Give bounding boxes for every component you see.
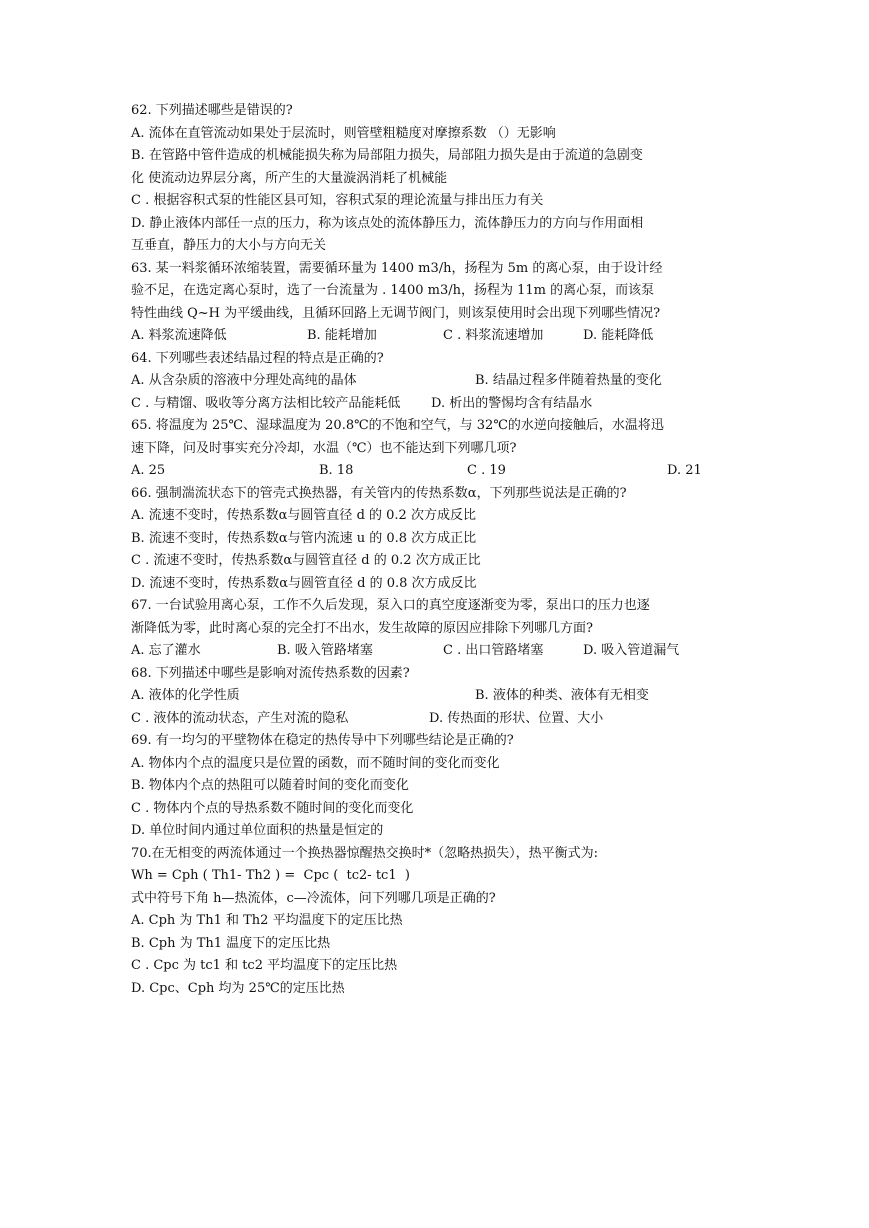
option-a: A. 料浆流速降低 — [131, 328, 227, 343]
question-stem: 69. 有一均匀的平壁物体在稳定的热传导中下列哪些结论是正确的? — [131, 733, 514, 748]
option-d: D. Cpc、Cph 均为 25℃的定压比热 — [131, 980, 345, 996]
option-b-cont: 化 使流动边界层分离，所产生的大量漩涡消耗了机械能 — [131, 170, 448, 186]
option-a: A. 忘了灌水 — [131, 643, 201, 658]
option-d: D. 传热面的形状、位置、大小 — [429, 710, 604, 726]
question-65 — [131, 415, 741, 483]
question-stem: 63. 某一料浆循环浓缩装置，需要循环量为 1400 m3/h，扬程为 5m 的离心泵，由于设计经 — [131, 260, 663, 276]
options-row — [131, 393, 741, 416]
question-62 — [131, 100, 741, 258]
option-a: A. 25 — [131, 463, 166, 478]
option-a: A. 流速不变时，传热系数α与圆管直径 d 的 0.2 次方成反比 — [131, 508, 476, 523]
option-d: D. 静止液体内部任一点的压力，称为该点处的流体静压力，流体静压力的方向与作用面相 — [131, 215, 644, 231]
option-c: C . 液体的流动状态，产生对流的隐私 — [131, 710, 349, 726]
question-stem-cont: 渐降低为零，此时离心泵的完全打不出水，发生故障的原因应排除下列哪几方面? — [131, 620, 593, 636]
option-c: C . 根据容积式泵的性能区县可知，容积式泵的理论流量与排出压力有关 — [131, 193, 544, 208]
option-b: B. 物体内个点的热阻可以随着时间的变化而变化 — [131, 778, 409, 793]
option-c: C . 与精馏、吸收等分离方法相比较产品能耗低 — [131, 395, 401, 411]
option-a: A. 物体内个点的温度只是位置的函数，而不随时间的变化而变化 — [131, 755, 500, 771]
question-stem-cont: 式中符号下角 h—热流体，c—冷流体，问下列哪几项是正确的? — [131, 890, 496, 906]
options-row — [131, 370, 741, 393]
option-a: A. 液体的化学性质 — [131, 688, 240, 703]
question-stem-cont: 速下降，问及时事实充分冷却，水温（℃）也不能达到下列哪几项? — [131, 440, 517, 456]
option-d: D. 流速不变时，传热系数α与圆管直径 d 的 0.8 次方成反比 — [131, 575, 477, 591]
question-stem: 64. 下列哪些表述结晶过程的特点是正确的? — [131, 350, 384, 366]
question-64 — [131, 348, 741, 416]
option-a: A. 从含杂质的溶液中分理处高纯的晶体 — [131, 373, 357, 388]
option-c: C . 物体内个点的导热系数不随时间的变化而变化 — [131, 800, 414, 816]
option-b: B. 18 — [319, 463, 354, 478]
question-67 — [131, 595, 741, 663]
option-b: B. 能耗增加 — [307, 328, 377, 343]
options-row — [131, 685, 741, 708]
option-b: B. 液体的种类、液体有无相变 — [475, 688, 649, 703]
option-c: C . 出口管路堵塞 — [443, 643, 544, 658]
option-d: D. 吸入管道漏气 — [583, 643, 680, 658]
question-stem: 70.在无相变的两流体通过一个换热器惊醒热交换时*（忽略热损失），热平衡式为: — [131, 845, 599, 861]
option-b: B. 结晶过程多伴随着热量的变化 — [475, 373, 662, 388]
options-row — [131, 708, 741, 731]
question-63 — [131, 258, 741, 348]
option-d: D. 21 — [667, 463, 702, 478]
document-page — [131, 100, 741, 1000]
question-66 — [131, 483, 741, 596]
options-row — [131, 460, 741, 483]
option-d: D. 析出的警惕均含有结晶水 — [431, 395, 593, 411]
question-69 — [131, 730, 741, 843]
question-70 — [131, 843, 741, 1001]
option-b: B. Cph 为 Th1 温度下的定压比热 — [131, 935, 331, 951]
option-c: C . 料浆流速增加 — [443, 328, 544, 343]
heat-balance-equation: Wh = Cph ( Th1- Th2 ) = Cpc ( tc2- tc1 ) — [131, 868, 410, 883]
option-c: C . Cpc 为 tc1 和 tc2 平均温度下的定压比热 — [131, 958, 398, 973]
question-stem-cont: 特性曲线 Q~H 为平缓曲线，且循环回路上无调节阀门，则该泵使用时会出现下列哪些情况? — [131, 305, 661, 321]
option-d: D. 单位时间内通过单位面积的热量是恒定的 — [131, 823, 384, 838]
question-68 — [131, 663, 741, 731]
question-stem: 66. 强制湍流状态下的管壳式换热器，有关管内的传热系数α，下列那些说法是正确的? — [131, 485, 627, 501]
option-a: A. 流体在直管流动如果处于层流时，则管壁粗糙度对摩擦系数 （）无影响 — [131, 125, 556, 141]
question-stem: 62. 下列描述哪些是错误的? — [131, 103, 293, 118]
question-stem: 68. 下列描述中哪些是影响对流传热系数的因素? — [131, 665, 410, 681]
question-stem: 65. 将温度为 25℃、湿球温度为 20.8℃的不饱和空气，与 32℃的水逆向接触后，水温将迅 — [131, 418, 664, 433]
options-row — [131, 325, 741, 348]
option-b: B. 流速不变时，传热系数α与管内流速 u 的 0.8 次方成正比 — [131, 530, 477, 546]
option-b: B. 在管路中管件造成的机械能损失称为局部阻力损失，局部阻力损失是由于流道的急剧变 — [131, 148, 643, 163]
option-d-cont: 互垂直，静压力的大小与方向无关 — [131, 238, 327, 253]
options-row — [131, 640, 741, 663]
option-b: B. 吸入管路堵塞 — [277, 643, 373, 658]
question-stem: 67. 一台试验用离心泵，工作不久后发现，泵入口的真空度逐渐变为零，泵出口的压力也逐 — [131, 598, 650, 613]
option-c: C . 流速不变时，传热系数α与圆管直径 d 的 0.2 次方成正比 — [131, 553, 481, 568]
option-a: A. Cph 为 Th1 和 Th2 平均温度下的定压比热 — [131, 913, 403, 928]
option-d: D. 能耗降低 — [583, 328, 654, 343]
question-stem-cont: 验不足，在选定离心泵时，选了一台流量为 . 1400 m3/h，扬程为 11m 的离心泵，而该泵 — [131, 283, 655, 298]
option-c: C . 19 — [467, 463, 506, 478]
